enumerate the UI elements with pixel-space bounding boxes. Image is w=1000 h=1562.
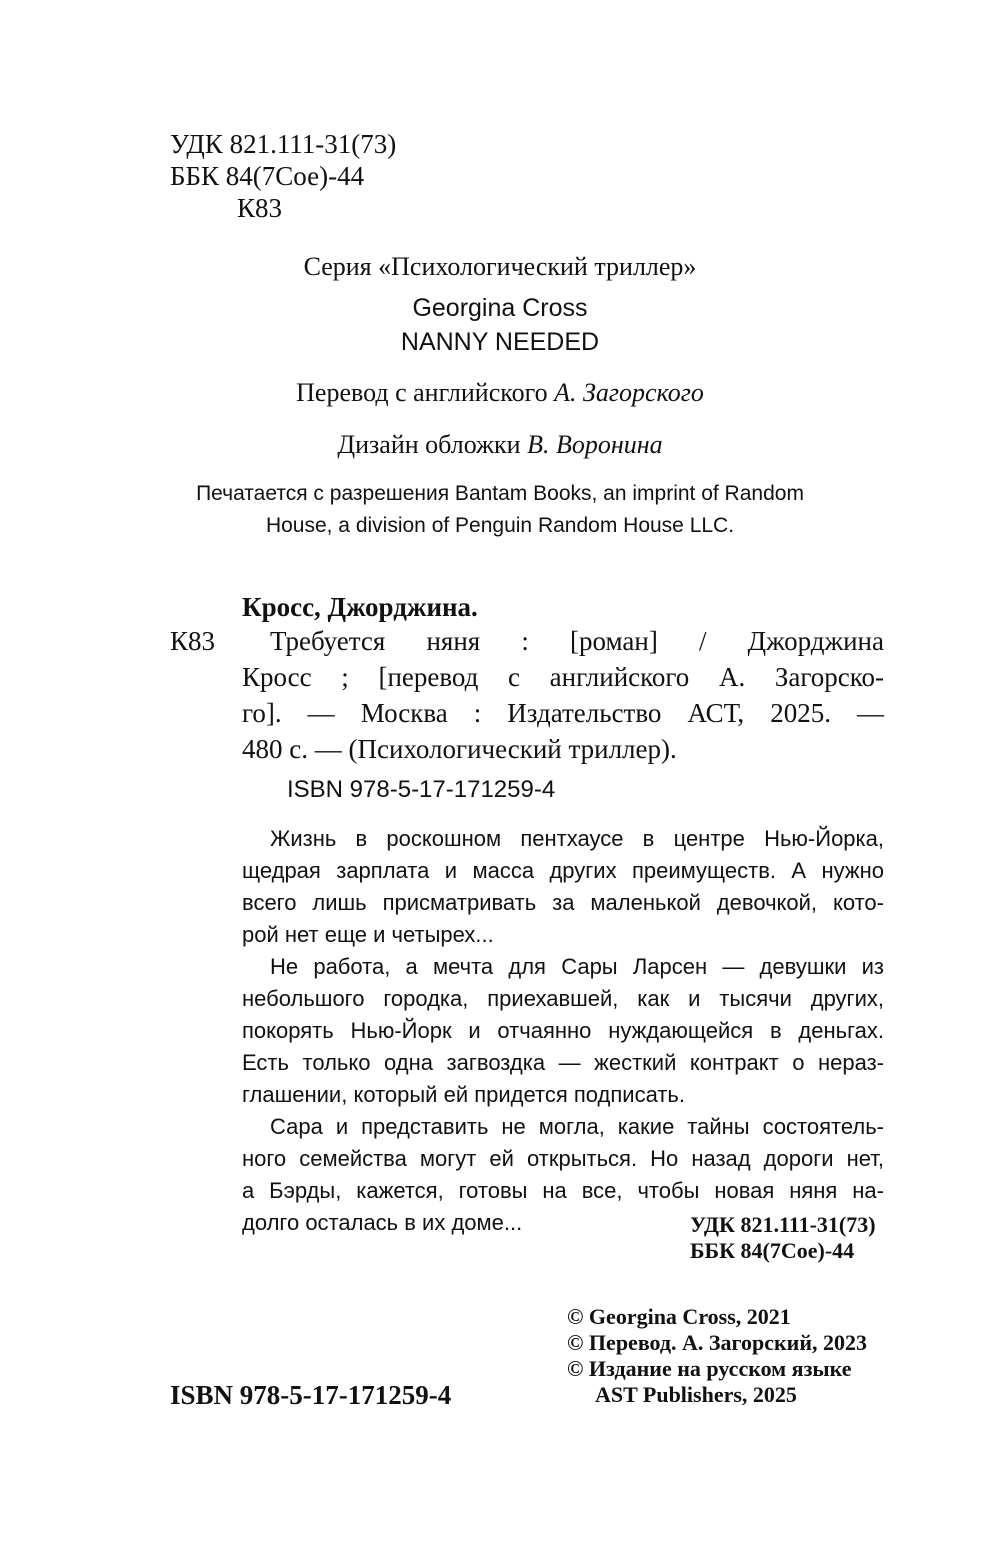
annotation-line: ного семейства могут ей открыться. Но назад дороги нет, [242, 1146, 884, 1171]
cover-design-credit [0, 430, 1000, 460]
bib-author-heading: Кросс, Джорджина. [242, 592, 478, 622]
bottom-udk-code: УДК 821.111-31(73) [690, 1212, 876, 1237]
annotation-line: Есть только одна загвоздка — жесткий контракт о нераз- [242, 1050, 884, 1075]
copyright-line-2: © Перевод. А. Загорский, 2023 [567, 1330, 868, 1355]
annotation-line: а Бэрды, кажется, готовы на все, чтобы новая няня на- [242, 1178, 884, 1203]
original-title: NANNY NEEDED [400, 328, 600, 356]
cover-designer-name: В. Воронина [527, 430, 663, 459]
annotation-line: Сара и представить не могла, какие тайны состоятель- [270, 1114, 884, 1139]
annotation-line: рой нет еще и четырех... [242, 922, 494, 947]
permission-line-1: Печатается с разрешения Bantam Books, an imprint of Random [196, 482, 804, 505]
bib-line-4: 480 с. — (Психологический триллер). [242, 734, 677, 764]
permission-line-2: House, a division of Penguin Random House LLC. [265, 514, 735, 537]
bbk-code: ББК 84(7Сое)-44 [170, 161, 365, 191]
annotation-line: всего лишь присматривать за маленькой девочкой, кото- [242, 890, 884, 915]
copyright-line-3: © Издание на русском языке [567, 1356, 852, 1381]
bib-mark: К83 [170, 626, 216, 656]
translation-prefix: Перевод с английского [296, 378, 548, 407]
author-mark: К83 [237, 193, 283, 223]
annotation-line: Не работа, а мечта для Сары Ларсен — девушки из [270, 954, 884, 979]
annotation-line: глашении, который ей придется подписать. [242, 1082, 685, 1107]
series-line: Серия «Психологический триллер» [303, 252, 697, 281]
cover-design-prefix: Дизайн обложки [337, 430, 521, 459]
translation-credit [0, 378, 1000, 408]
translator-name: А. Загорского [554, 378, 704, 407]
bib-isbn: ISBN 978-5-17-171259-4 [287, 776, 556, 803]
bottom-bbk-code: ББК 84(7Сое)-44 [690, 1238, 855, 1263]
udk-code: УДК 821.111-31(73) [170, 129, 397, 159]
copyright-line-1: © Georgina Cross, 2021 [567, 1304, 791, 1329]
annotation-line: небольшого городка, приехавшей, как и тысячи других, [242, 986, 884, 1011]
annotation-line: долго осталась в их доме... [242, 1210, 523, 1235]
original-author: Georgina Cross [412, 294, 588, 322]
annotation-line: покорять Нью-Йорк и отчаянно нуждающейся в деньгах. [242, 1018, 884, 1043]
bottom-isbn: ISBN 978-5-17-171259-4 [170, 1380, 452, 1410]
annotation-line: Жизнь в роскошном пентхаусе в центре Нью-Йорка, [270, 826, 884, 851]
annotation-line: щедрая зарплата и масса других преимуществ. А нужно [242, 858, 884, 883]
bib-line-1: Требуется няня : [роман] / Джорджина [270, 626, 884, 656]
bib-line-3: го]. — Москва : Издательство АСТ, 2025. — [242, 698, 884, 728]
copyright-line-4: AST Publishers, 2025 [595, 1382, 797, 1407]
bib-line-2: Кросс ; [перевод с английского А. Загорско- [242, 662, 884, 692]
